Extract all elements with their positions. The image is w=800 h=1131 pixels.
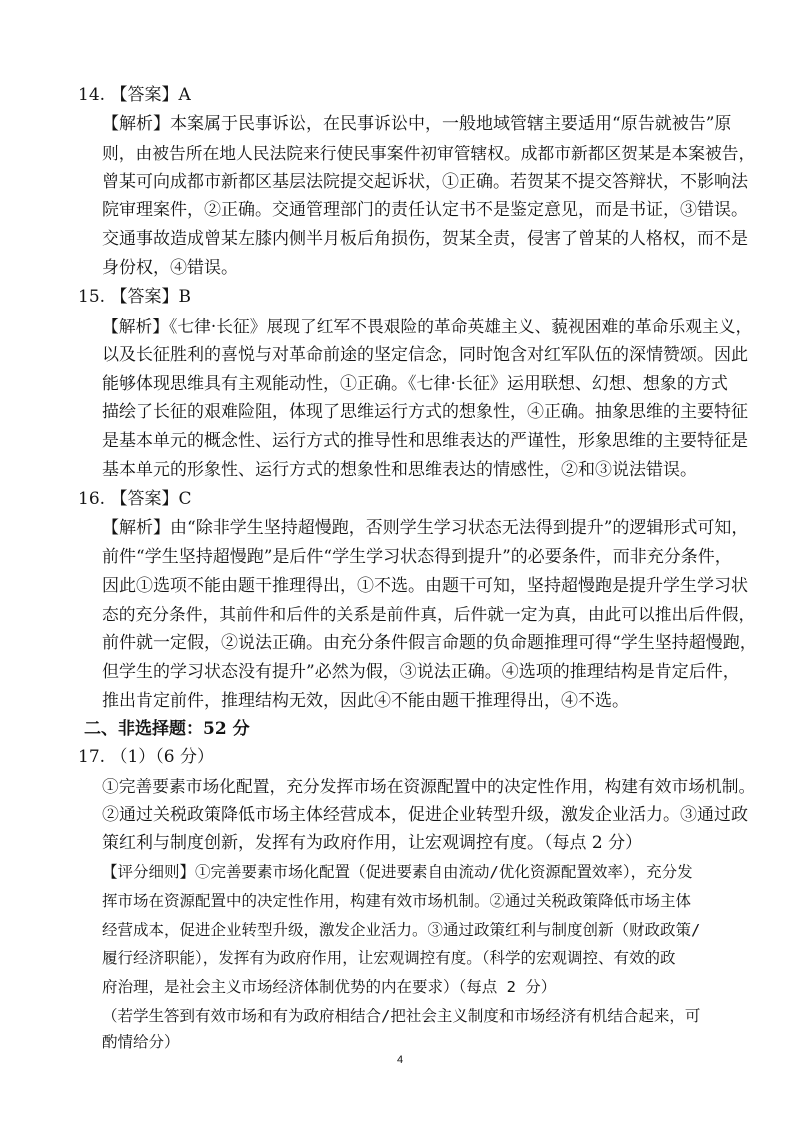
q15-line: 是基本单元的概念性、运行方式的推导性和思维表达的严谨性，形象思维的主要特征是 [102, 431, 748, 451]
q15-line: 以及长征胜利的喜悦与对革命前途的坚定信念，同时饱含对红军队伍的深情赞颂。因此 [102, 345, 748, 365]
q17-header: 17. （1）（6 分） [78, 747, 214, 767]
q17-line: ②通过关税政策降低市场主体经营成本，促进企业转型升级，激发企业活力。③通过政 [102, 805, 748, 825]
q16-line: 前件“学生坚持超慢跑”是后件“学生学习状态得到提升”的必要条件，而非充分条件， [102, 547, 732, 567]
q17-detail-line: 挥市场在资源配置中的决定性作用，构建有效市场机制。②通过关税政策降低市场主体 [102, 892, 692, 910]
q15-answer: 15. 【答案】B [78, 287, 191, 307]
q17-detail-line: 履行经济职能），发挥有为政府作用，让宏观调控有度。（科学的宏观调控、有效的政 [102, 949, 676, 967]
q15-line: 基本单元的形象性、运行方式的想象性和思维表达的情感性，②和③说法错误。 [102, 460, 697, 480]
q16-line: 因此①选项不能由题干推理得出，①不选。由题干可知，坚持超慢跑是提升学生学习状 [102, 576, 748, 596]
q16-line: 态的充分条件，其前件和后件的关系是前件真，后件就一定为真，由此可以推出后件假， [102, 604, 756, 624]
q17-detail-line: 经营成本，促进企业转型升级，激发企业活力。③通过政策红利与制度创新（财政政策/ [102, 921, 701, 939]
q14-line: 身份权，④错误。 [102, 258, 238, 278]
q17-detail-line: 府治理，是社会主义市场经济体制优势的内在要求）（每点 2 分） [102, 978, 557, 996]
q16-line: 推出肯定前件，推理结构无效，因此④不能由题干推理得出，④不选。 [102, 691, 629, 711]
q16-line: 【解析】由“除非学生坚持超慢跑，否则学生学习状态无法得到提升”的逻辑形式可知， [102, 518, 749, 538]
q14-line: 【解析】本案属于民事诉讼，在民事诉讼中，一般地域管辖主要适用“原告就被告”原 [102, 114, 732, 134]
q15-line: 能够体现思维具有主观能动性，①正确。《七律·长征》运用联想、幻想、想象的方式 [102, 374, 728, 394]
q14-line: 院审理案件，②正确。交通管理部门的责任认定书不是鉴定意见，而是书证，③错误。 [102, 200, 748, 220]
section-title: 二、非选择题：52 分 [84, 719, 250, 739]
q14-line: 交通事故造成曾某左膝内侧半月板后角损伤，贺某全责，侵害了曾某的人格权，而不是 [102, 229, 748, 249]
q14-line: 曾某可向成都市新都区基层法院提交起诉状，①正确。若贺某不提交答辩状，不影响法 [102, 172, 748, 192]
q17-detail-line: 酌情给分） [102, 1033, 180, 1051]
q16-answer: 16. 【答案】C [78, 489, 192, 509]
q14-line: 则，由被告所在地人民法院来行使民事案件初审管辖权。成都市新都区贺某是本案被告， [102, 143, 756, 163]
q17-detail-line: 【评分细则】①完善要素市场化配置（促进要素自由流动/优化资源配置效率），充分发 [102, 863, 693, 881]
q16-line: 前件就一定假，②说法正确。由充分条件假言命题的负命题推理可得“学生坚持超慢跑， [102, 633, 757, 653]
q17-detail-line: （若学生答到有效市场和有为政府相结合/把社会主义制度和市场经济有机结合起来，可 [102, 1007, 701, 1025]
page-number: 4 [396, 1054, 404, 1066]
q15-line: 描绘了长征的艰难险阻，体现了思维运行方式的想象性，④正确。抽象思维的主要特征 [102, 402, 748, 422]
q15-line: 【解析】《七律·长征》展现了红军不畏艰险的革命英雄主义、藐视困难的革命乐观主义， [102, 316, 753, 336]
q14-answer: 14. 【答案】A [78, 85, 191, 105]
q17-line: 策红利与制度创新，发挥有为政府作用，让宏观调控有度。（每点 2 分） [102, 833, 643, 853]
q16-line: 但学生的学习状态没有提升”必然为假，③说法正确。④选项的推理结构是肯定后件， [102, 662, 740, 682]
q17-line: ①完善要素市场化配置，充分发挥市场在资源配置中的决定性作用，构建有效市场机制。 [102, 776, 756, 796]
